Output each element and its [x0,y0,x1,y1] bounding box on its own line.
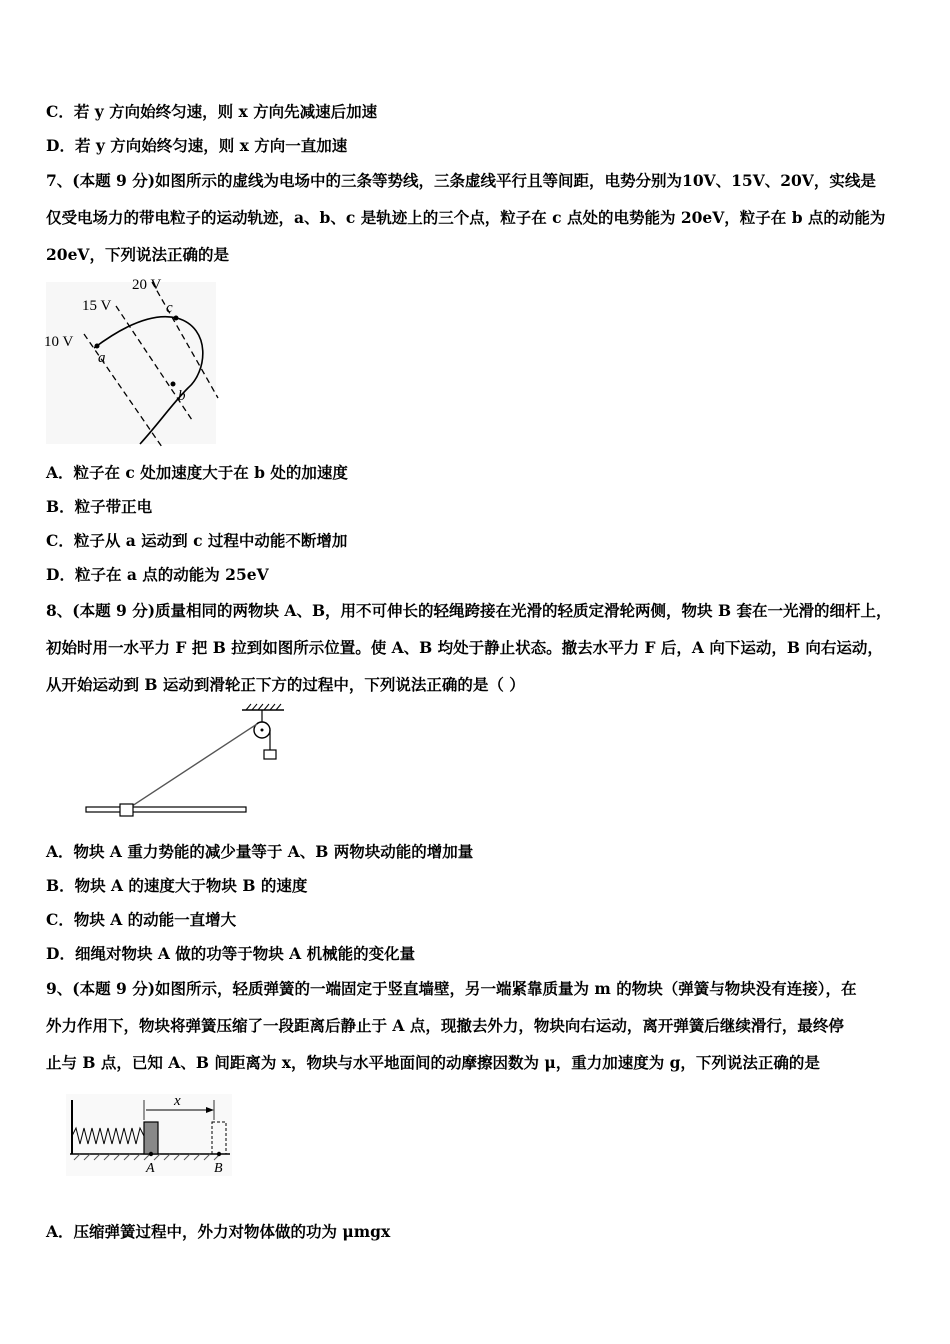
q9-stem-line-1: 9、(本题 9 分)如图所示，轻质弹簧的一端固定于竖直墙壁，另一端紧靠质量为 m 的物块（弹簧与物块没有连接），在 [46,979,857,998]
label-point-b: b [178,388,186,404]
q7-option-a: A．粒子在 c 处加速度大于在 b 处的加速度 [46,463,348,482]
q8-stem-line-1: 8、(本题 9 分)质量相同的两物块 A、B，用不可伸长的轻绳跨接在光滑的轻质定滑轮两侧，物块 B 套在一光滑的细杆上， [46,601,892,620]
q7-option-d: D．粒子在 a 点的动能为 25eV [46,565,269,584]
q7-stem-line-2: 仅受电场力的带电粒子的运动轨迹，a、b、c 是轨迹上的三个点，粒子在 c 点处的电势能为 20eV，粒子在 b 点的动能为 [46,208,886,227]
block-at-a [144,1122,158,1154]
q7-option-b: B．粒子带正电 [46,497,153,516]
q9-option-a: A．压缩弹簧过程中，外力对物体做的功为 μmgx [46,1222,391,1241]
q6-option-d: D．若 y 方向始终匀速，则 x 方向一直加速 [46,136,348,155]
label-point-a: a [98,350,106,366]
q6-option-c: C．若 y 方向始终匀速，则 x 方向先减速后加速 [46,102,378,121]
label-x: x [174,1093,181,1109]
q8-option-c: C．物块 A 的动能一直增大 [46,910,237,929]
q9-stem-line-3: 止与 B 点，已知 A、B 间距离为 x，物块与水平地面间的动摩擦因数为 μ，重力加速度为 g，下列说法正确的是 [46,1053,820,1072]
q7-stem-line-1: 7、(本题 9 分)如图所示的虚线为电场中的三条等势线，三条虚线平行且等间距，电势分别为10V、15V、20V，实线是 [46,171,876,190]
label-20v: 20 V [132,277,162,293]
q8-option-a: A．物块 A 重力势能的减少量等于 A、B 两物块动能的增加量 [46,842,474,861]
q8-option-d: D．细绳对物块 A 做的功等于物块 A 机械能的变化量 [46,944,416,963]
smooth-rod [86,807,246,812]
label-point-c: c [166,300,173,316]
label-15v: 15 V [82,298,112,314]
block-b [120,804,133,816]
rope-to-b [126,724,257,810]
label-10v: 10 V [44,334,74,350]
q7-figure-equipotential [42,272,222,448]
q7-stem-line-3: 20eV，下列说法正确的是 [46,245,229,264]
q9-figure-spring [64,1090,236,1178]
q8-stem-line-2: 初始时用一水平力 F 把 B 拉到如图所示位置。使 A、B 均处于静止状态。撤去水平力 F 后，A 向下运动，B 向右运动， [46,638,883,657]
q8-stem-line-3: 从开始运动到 B 运动到滑轮正下方的过程中，下列说法正确的是（ ） [46,675,525,694]
q8-option-b: B．物块 A 的速度大于物块 B 的速度 [46,876,308,895]
block-a [264,750,276,759]
q9-stem-line-2: 外力作用下，物块将弹簧压缩了一段距离后静止于 A 点，现撤去外力，物块向右运动，离开弹簧后继续滑行，最终停 [46,1016,844,1035]
q7-option-c: C．粒子从 a 运动到 c 过程中动能不断增加 [46,531,348,550]
label-b: B [214,1161,223,1176]
q8-figure-pulley [82,700,292,822]
label-a: A [146,1161,155,1176]
